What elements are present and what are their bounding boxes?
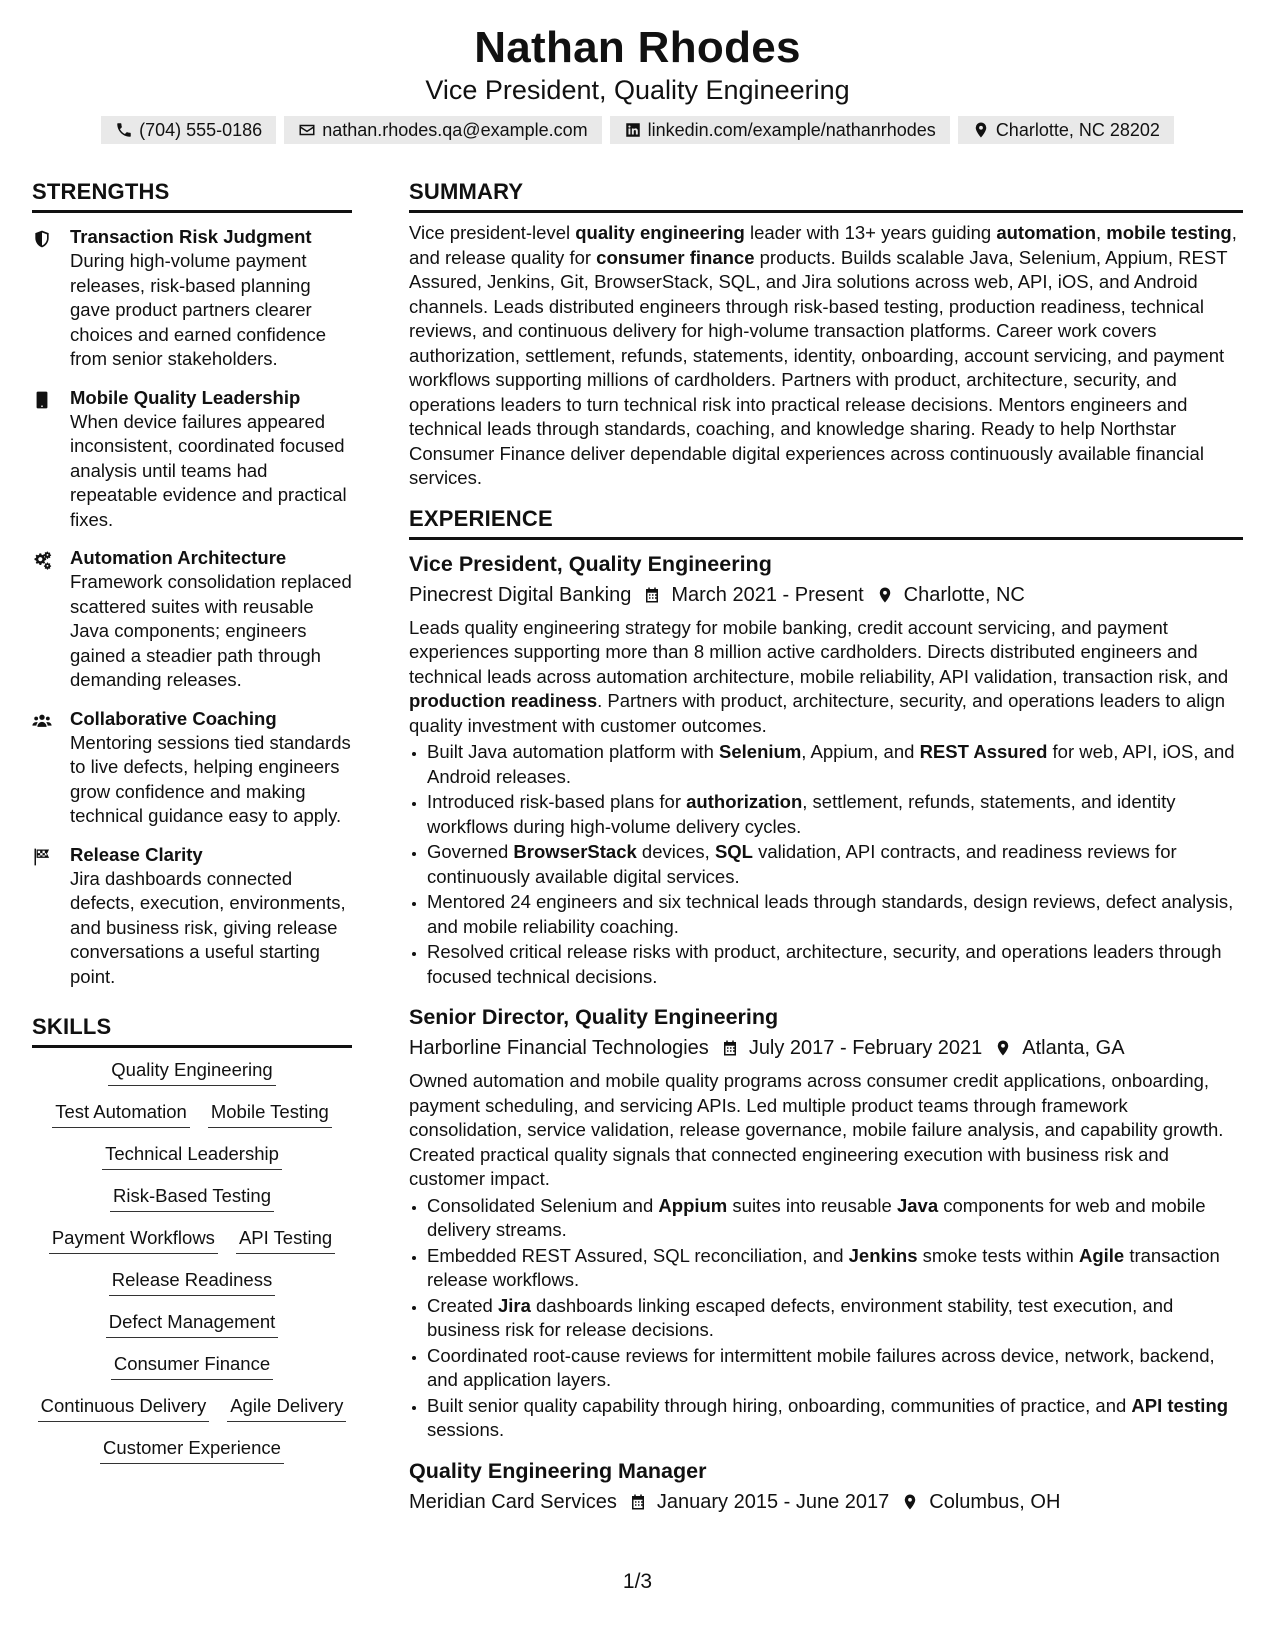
- bold-keyword: Jira: [497, 1294, 531, 1316]
- strengths-heading: STRENGTHS: [32, 178, 352, 213]
- job-location: Columbus, OH: [929, 1490, 1061, 1513]
- skill-row: [32, 1142, 352, 1170]
- skill-tag: Agile Delivery: [227, 1394, 346, 1422]
- text-run: Leads quality engineering strategy for mobile banking, credit account servicing, and payment experiences supporting more than 8 million active cardholders. Directs distributed engineers and technical leads across automation architecture, mobile reliability, API validation, transaction risk, and: [409, 616, 1229, 687]
- bullet-item: [427, 840, 1243, 889]
- bold-keyword: API testing: [1131, 1394, 1229, 1416]
- bold-keyword: REST Assured: [919, 741, 1048, 762]
- text-run: products. Builds scalable Java, Selenium, Appium, REST Assured, Jenkins, Git, BrowserStack, SQL, and Jira solutions across web, API, iOS, and Android channels. Leads distributed engineers through risk-based testing, production readiness, technical reviews, and continuous delivery for high-volume transaction platforms. Career work covers authorization, settlement, refunds, statements, identity, onboarding, account servicing, and payment workflows supporting millions of cardholders. Partners with product, architecture, security, and operations leaders to turn technical risk into practical release decisions. Mentors engineers and technical leads through standards, coaching, and knowledge sharing. Ready to help Northstar Consumer Finance deliver dependable digital experiences across continuously available financial services.: [409, 246, 1228, 488]
- calendar-icon: [629, 1492, 647, 1512]
- text-run: , settlement, refunds, statements, and identity workflows during high-volume delivery cycles.: [427, 791, 1176, 837]
- skill-tag: Customer Experience: [100, 1436, 284, 1464]
- job-meta: [409, 580, 1243, 610]
- bold-keyword: Jenkins: [848, 1244, 918, 1266]
- bold-keyword: BrowserStack: [513, 841, 637, 862]
- left-column: [32, 178, 352, 1478]
- bullet-item: [427, 740, 1243, 789]
- text-run: Mentored 24 engineers and six technical leads through standards, design reviews, defect analysis, and mobile reliability coaching.: [427, 891, 1234, 937]
- skill-row: [32, 1394, 352, 1422]
- page-number: 1/3: [622, 1570, 653, 1593]
- bold-keyword: Selenium: [719, 741, 802, 762]
- job-entry: [409, 1003, 1243, 1443]
- contact-linkedin-text: linkedin.com/example/nathanrhodes: [647, 119, 936, 140]
- text-run: for web, API, iOS, and Android releases.: [427, 741, 1235, 787]
- skill-tag: Risk-Based Testing: [110, 1184, 274, 1212]
- contact-email[interactable]: [284, 116, 601, 144]
- bold-keyword: mobile testing: [1106, 222, 1232, 243]
- job-company: Pinecrest Digital Banking: [409, 583, 632, 606]
- bold-keyword: consumer finance: [596, 246, 755, 268]
- bold-keyword: authorization: [686, 791, 803, 812]
- job-dates: March 2021 - Present: [671, 583, 864, 606]
- text-run: leader with 13+ years guiding: [744, 222, 997, 243]
- text-run: . Partners with product, architecture, security, and operations leaders to align quality investment with customer outcomes.: [409, 690, 1226, 736]
- skill-tag: Payment Workflows: [49, 1226, 218, 1254]
- job-bullets: [409, 1194, 1243, 1443]
- strength-item: [32, 546, 352, 693]
- job-company: Harborline Financial Technologies: [409, 1037, 709, 1059]
- text-run: Vice president-level: [409, 222, 576, 243]
- strength-title: Mobile Quality Leadership: [70, 386, 301, 408]
- job-title: Quality Engineering Manager: [409, 1458, 707, 1483]
- bullet-item: [427, 1344, 1243, 1393]
- strength-title: Automation Architecture: [70, 547, 287, 568]
- candidate-name: Nathan Rhodes: [474, 23, 801, 72]
- bullet-item: [427, 890, 1243, 939]
- bold-keyword: production readiness: [409, 690, 598, 711]
- skills-heading: SKILLS: [32, 1013, 352, 1048]
- gears-icon: [32, 550, 52, 570]
- skill-tag: Release Readiness: [109, 1268, 275, 1296]
- envelope-icon: [298, 121, 316, 139]
- bullet-item: [427, 1244, 1243, 1293]
- skill-row: [32, 1184, 352, 1212]
- skill-row: [32, 1226, 352, 1254]
- text-run: Introduced risk-based plans for: [427, 791, 687, 812]
- shield-icon: [32, 229, 52, 249]
- text-run: Consolidated Selenium and: [427, 1194, 659, 1216]
- map-pin-icon: [994, 1038, 1012, 1058]
- checkered-flag-icon: [32, 847, 52, 867]
- text-run: Resolved critical release risks with product, architecture, security, and operations leaders through focused technical decisions.: [427, 941, 1222, 987]
- map-pin-icon: [901, 1492, 919, 1512]
- text-run: Built senior quality capability through hiring, onboarding, communities of practice, and: [427, 1394, 1132, 1416]
- bullet-item: [427, 790, 1243, 839]
- job-entry: [409, 550, 1243, 990]
- bullet-item: [427, 1194, 1243, 1243]
- bold-keyword: Appium: [658, 1194, 728, 1216]
- contact-phone[interactable]: [101, 116, 276, 144]
- strength-title: Transaction Risk Judgment: [70, 226, 312, 247]
- bold-keyword: Java: [896, 1194, 939, 1216]
- job-meta: [409, 1033, 1243, 1063]
- text-run: suites into reusable: [727, 1194, 897, 1216]
- strength-item: [32, 707, 352, 829]
- summary-text: [409, 221, 1243, 491]
- bold-keyword: quality engineering: [575, 222, 745, 243]
- skill-tag: Technical Leadership: [102, 1142, 282, 1170]
- phone-icon: [115, 121, 133, 139]
- text-run: transaction release workflows.: [427, 1244, 1220, 1290]
- job-dates: July 2017 - February 2021: [748, 1037, 983, 1059]
- contact-email-text: nathan.rhodes.qa@example.com: [322, 119, 588, 140]
- linkedin-icon: [624, 121, 642, 139]
- text-run: ,: [1096, 222, 1107, 243]
- contact-linkedin[interactable]: [610, 116, 950, 144]
- right-column: [409, 178, 1243, 1517]
- map-pin-icon: [972, 121, 990, 139]
- skill-tag: Defect Management: [106, 1310, 279, 1338]
- job-description: [409, 1069, 1243, 1192]
- text-run: , and release quality for: [409, 222, 1237, 268]
- strength-item: [32, 225, 352, 372]
- contact-bar: [0, 116, 1275, 144]
- strength-item: [32, 843, 352, 990]
- job-company: Meridian Card Services: [409, 1490, 617, 1513]
- strength-text: Framework consolidation replaced scattered suites with reusable Java components; engineers gained a steadier path through demanding releases.: [70, 571, 352, 690]
- skill-tag: Mobile Testing: [208, 1100, 332, 1128]
- job-title: Senior Director, Quality Engineering: [409, 1005, 779, 1029]
- text-run: Built Java automation platform with: [427, 741, 720, 762]
- text-run: components for web and mobile delivery streams.: [427, 1194, 1206, 1240]
- contact-location-text: Charlotte, NC 28202: [995, 119, 1160, 140]
- calendar-icon: [643, 585, 661, 605]
- text-run: smoke tests within: [917, 1244, 1079, 1266]
- skill-row: [32, 1436, 352, 1464]
- text-run: sessions.: [427, 1419, 505, 1440]
- skill-tag: Quality Engineering: [108, 1058, 275, 1086]
- strength-text: Jira dashboards connected defects, execution, environments, and business risk, giving release conversations a useful starting point.: [70, 867, 346, 987]
- text-run: Embedded REST Assured, SQL reconciliation, and: [427, 1244, 849, 1266]
- skill-row: [32, 1058, 352, 1086]
- resume-header: [0, 22, 1275, 144]
- text-run: , Appium, and: [801, 741, 920, 762]
- skill-tag: Test Automation: [52, 1100, 190, 1128]
- strengths-list: [32, 225, 352, 989]
- strength-title: Release Clarity: [70, 843, 203, 865]
- job-meta: [409, 1487, 1243, 1517]
- text-run: devices,: [636, 841, 715, 862]
- bullet-item: [427, 1394, 1243, 1443]
- text-run: Governed: [427, 841, 514, 862]
- strength-item: [32, 386, 352, 533]
- skill-tag: Consumer Finance: [111, 1352, 273, 1380]
- skill-tag: Continuous Delivery: [38, 1394, 210, 1422]
- job-location: Atlanta, GA: [1022, 1037, 1125, 1059]
- strength-text: Mentoring sessions tied standards to live defects, helping engineers grow confidence and making technical guidance easy to apply.: [70, 731, 351, 826]
- job-title: Vice President, Quality Engineering: [409, 551, 772, 576]
- job-bullets: [409, 740, 1243, 989]
- text-run: dashboards linking escaped defects, environment stability, test execution, and business risk for release decisions.: [427, 1294, 1174, 1340]
- skill-tag: API Testing: [236, 1226, 335, 1254]
- bold-keyword: automation: [996, 222, 1097, 243]
- skill-row: [32, 1100, 352, 1128]
- contact-phone-text: (704) 555-0186: [139, 119, 263, 140]
- bold-keyword: SQL: [714, 841, 753, 862]
- users-icon: [32, 711, 52, 731]
- candidate-title: Vice President, Quality Engineering: [425, 75, 850, 105]
- bullet-item: [427, 940, 1243, 989]
- text-run: Owned automation and mobile quality programs across consumer credit applications, onboarding, payment scheduling, and servicing APIs. Led multiple product teams through framework consolidation, service validation, release governance, mobile failure analysis, and capability growth. Created practical quality signals that connected engineering execution with business risk and customer impact.: [409, 1070, 1224, 1189]
- strength-text: During high-volume payment releases, risk-based planning gave product partners clearer choices and earned confidence from senior stakeholders.: [70, 250, 327, 369]
- text-run: Coordinated root-cause reviews for intermittent mobile failures across device, network, backend, and application layers.: [427, 1344, 1215, 1390]
- skill-row: [32, 1352, 352, 1380]
- job-location: Charlotte, NC: [903, 583, 1025, 606]
- text-run: validation, API contracts, and readiness reviews for continuously available digital services.: [427, 841, 1177, 887]
- summary-heading: SUMMARY: [409, 178, 1243, 213]
- bullet-item: [427, 1294, 1243, 1343]
- skill-row: [32, 1268, 352, 1296]
- skill-row: [32, 1310, 352, 1338]
- bold-keyword: Agile: [1078, 1244, 1125, 1266]
- strength-text: When device failures appeared inconsistent, coordinated focused analysis until teams had repeatable evidence and practical fixes.: [70, 410, 347, 530]
- strength-title: Collaborative Coaching: [70, 707, 277, 729]
- calendar-icon: [721, 1038, 739, 1058]
- job-dates: January 2015 - June 2017: [656, 1490, 890, 1513]
- job-description: [409, 616, 1243, 739]
- mobile-phone-icon: [32, 390, 52, 410]
- contact-location: [958, 116, 1174, 144]
- experience-heading: EXPERIENCE: [409, 505, 1243, 540]
- skills-list: [32, 1058, 352, 1464]
- experience-list: [409, 550, 1243, 1517]
- text-run: Created: [427, 1294, 498, 1316]
- job-entry: [409, 1457, 1243, 1517]
- map-pin-icon: [876, 585, 894, 605]
